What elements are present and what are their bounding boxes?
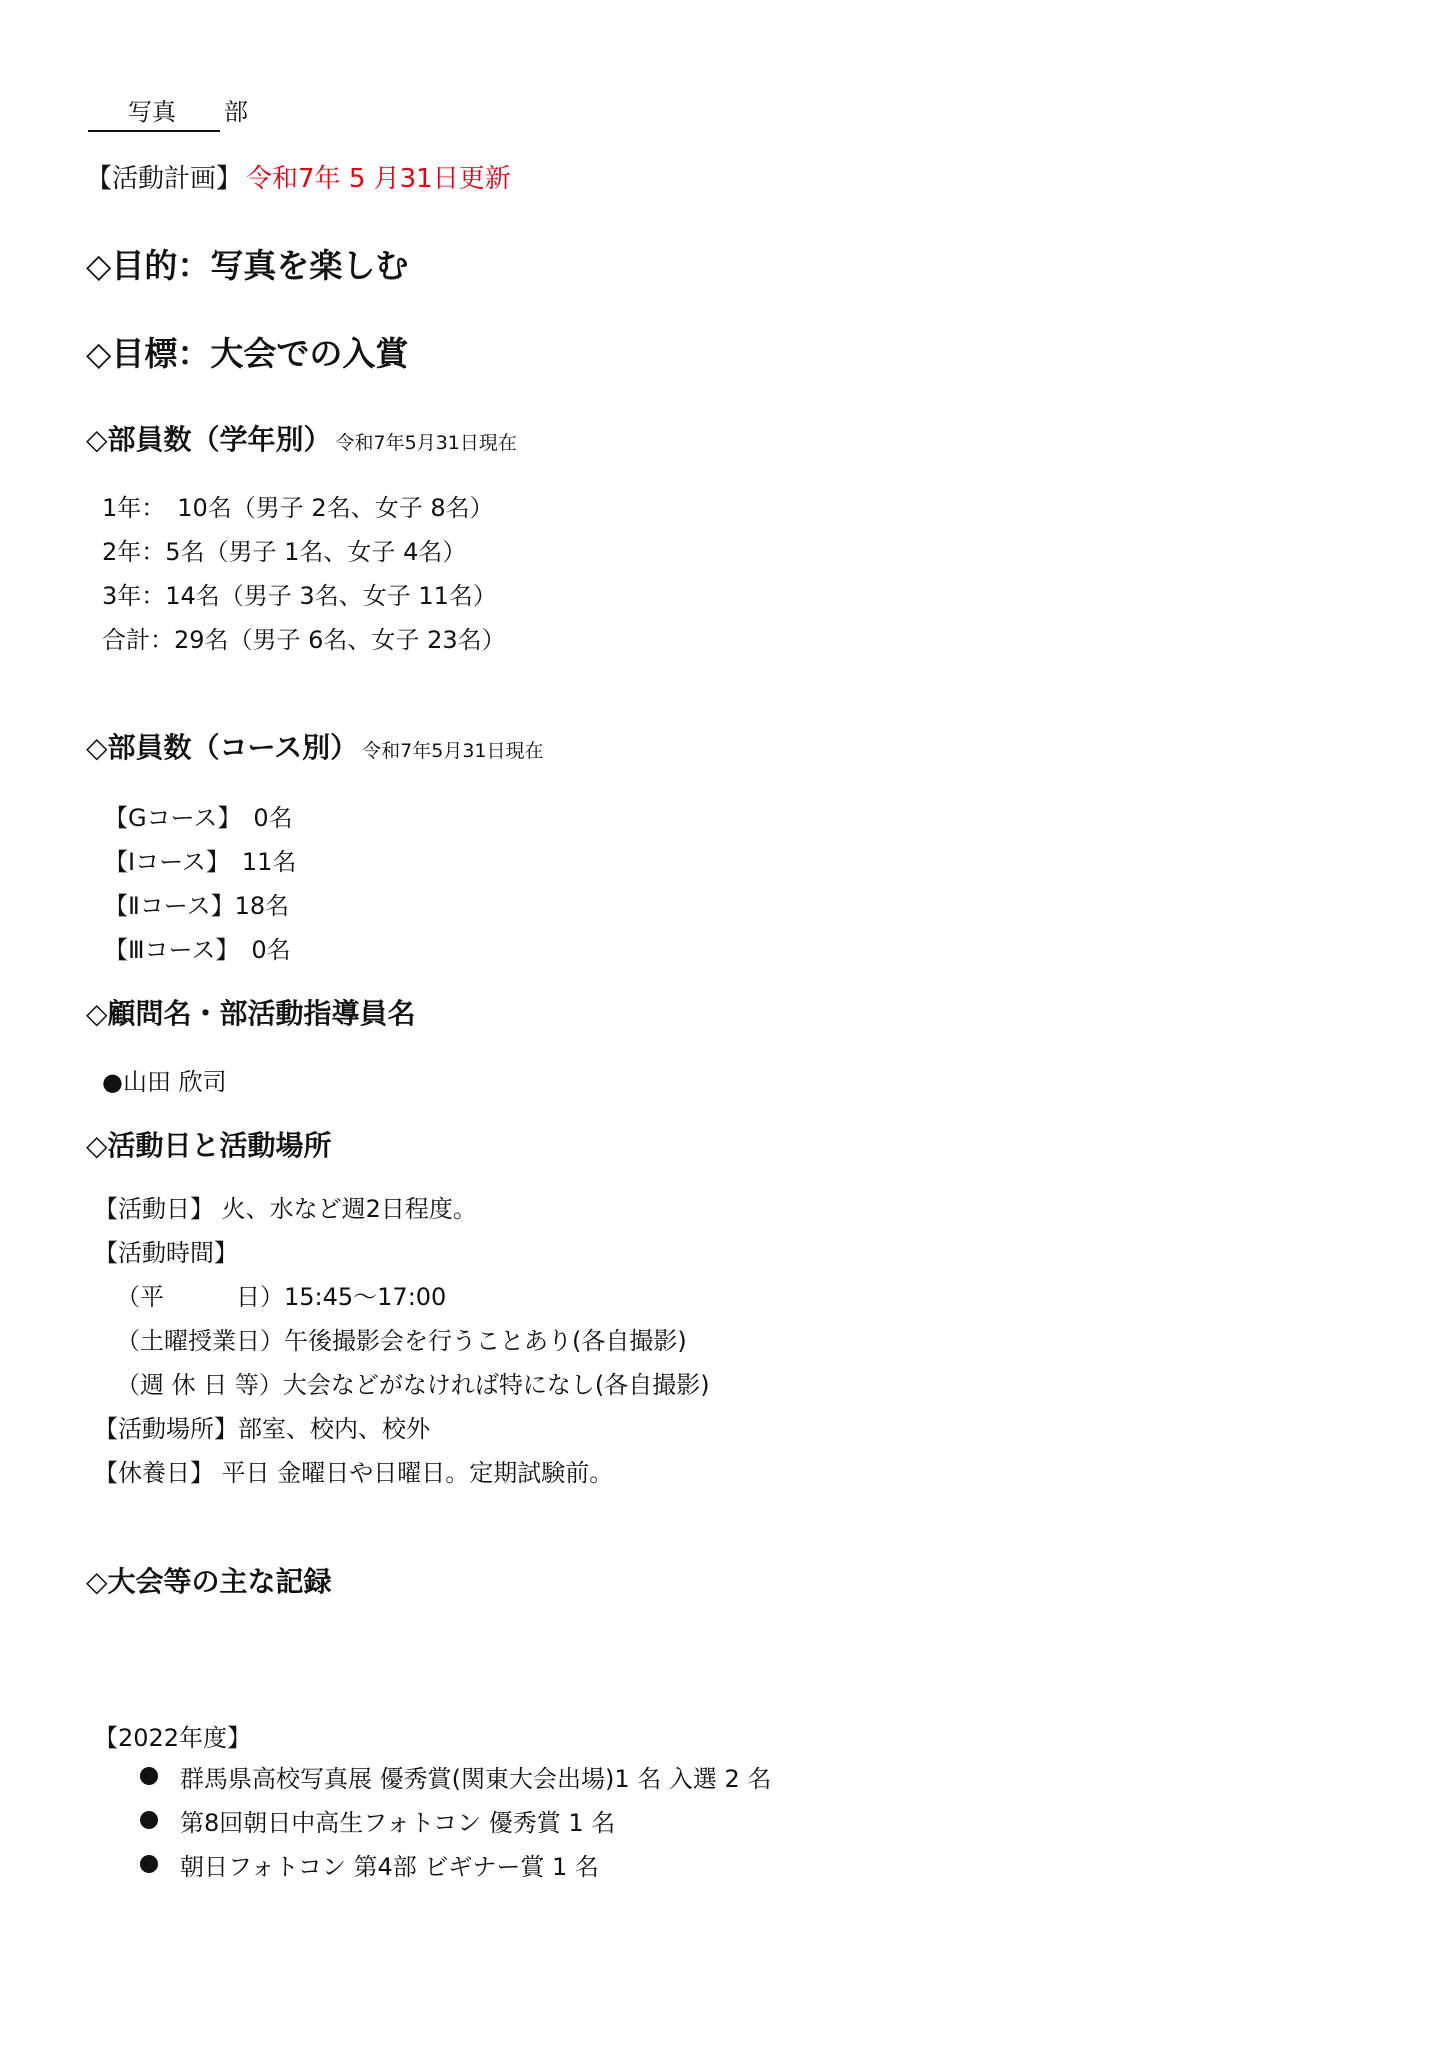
grade-row: 3年：14名（男子 3名、女子 11名） [102, 582, 497, 610]
schedule-heading: ◇活動日と活動場所 [86, 1129, 332, 1162]
goal-heading: ◇目標：大会での入賞 [86, 334, 409, 373]
schedule-rest-days: 【休養日】 平日 金曜日や日曜日。定期試験前。 [94, 1458, 614, 1487]
schedule-weekday-time: （平 日）15:45～17:00 [116, 1282, 447, 1311]
updated-date: 令和7年 5 月31日更新 [246, 164, 511, 194]
advisor-heading: ◇顧問名・部活動指導員名 [86, 997, 416, 1030]
bullet-dot-icon [140, 1811, 158, 1829]
advisor-name: ●山田 欣司 [102, 1068, 227, 1096]
members-by-grade-title: ◇部員数（学年別） [86, 423, 332, 456]
course-row: 【Ⅲコース】 0名 [104, 936, 291, 964]
course-row: 【Ⅰコース】 11名 [104, 848, 297, 876]
schedule-holidays: （週 休 日 等）大会などがなければ特になし(各自撮影) [116, 1370, 710, 1399]
records-year: 【2022年度】 [94, 1724, 252, 1752]
course-row: 【Gコース】 0名 [104, 804, 293, 832]
bullet-dot-icon [140, 1767, 158, 1785]
members-by-course-heading [86, 726, 544, 766]
plan-label: 【活動計画】 [86, 164, 243, 194]
record-item [140, 1842, 771, 1886]
course-row: 【Ⅱコース】18名 [104, 892, 290, 920]
record-text: 朝日フォトコン 第4部 ビギナー賞 1 名 [180, 1852, 599, 1881]
records-list [140, 1754, 771, 1886]
schedule-saturday: （土曜授業日）午後撮影会を行うことあり(各自撮影) [116, 1326, 687, 1355]
record-item [140, 1798, 771, 1842]
grade-row: 1年： 10名（男子 2名、女子 8名） [102, 494, 494, 522]
members-by-grade-heading [86, 418, 517, 458]
club-suffix: 部 [224, 98, 248, 126]
schedule-list [94, 1184, 710, 1492]
record-item [140, 1754, 771, 1798]
records-heading: ◇大会等の主な記録 [86, 1565, 332, 1598]
schedule-activity-days: 【活動日】 火、水など週2日程度。 [94, 1194, 477, 1223]
club-name: 写真 [88, 92, 220, 132]
members-by-course-as-of: 令和7年5月31日現在 [362, 740, 544, 762]
purpose-heading: ◇目的：写真を楽しむ [86, 246, 409, 285]
plan-header [86, 158, 511, 195]
members-by-course-title: ◇部員数（コース別） [86, 731, 359, 764]
club-name-line [88, 92, 248, 132]
bullet-dot-icon [140, 1855, 158, 1873]
grade-total-row: 合計：29名（男子 6名、女子 23名） [102, 626, 506, 654]
schedule-place: 【活動場所】部室、校内、校外 [94, 1414, 430, 1443]
record-text: 群馬県高校写真展 優秀賞(関東大会出場)1 名 入選 2 名 [180, 1764, 772, 1793]
grade-row: 2年：5名（男子 1名、女子 4名） [102, 538, 467, 566]
record-text: 第8回朝日中高生フォトコン 優秀賞 1 名 [180, 1808, 616, 1837]
schedule-activity-time-label: 【活動時間】 [94, 1238, 238, 1267]
members-by-grade-as-of: 令和7年5月31日現在 [335, 432, 517, 454]
